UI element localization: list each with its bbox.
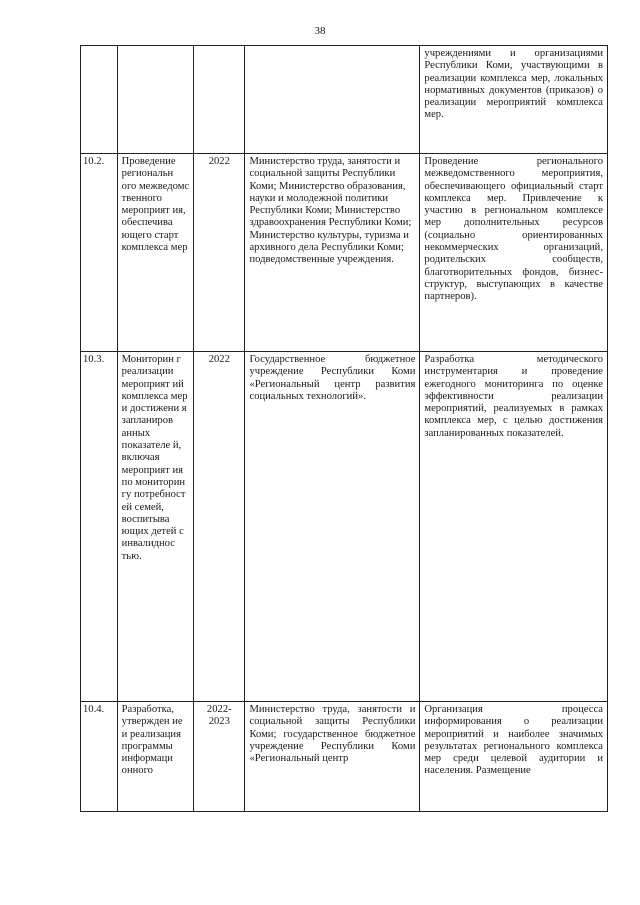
measure-name: Мониторин г реализации мероприят ий комплекса мер и достижени я запланиров анных показателе й, включая мероприят ия по мониторин гу потребност ей семей, воспитыва ющих детей с инвалиднос тью. <box>117 352 193 702</box>
measure-year <box>194 46 245 154</box>
row-number <box>81 46 118 154</box>
measure-year: 2022 <box>194 352 245 702</box>
measures-table <box>80 45 608 812</box>
measure-executors: Государственное бюджетное учреждение Республики Коми «Региональный центр развития социальных технологий». <box>245 352 420 702</box>
measure-executors: Министерство труда, занятости и социальной защиты Республики Коми; Министерство образования, науки и молодежной политики Республики Коми; Министерство здравоохранения Республики Коми; Министерство культуры, туризма и архивного дела Республики Коми; подведомственные учреждения. <box>245 154 420 352</box>
measure-executors: Министерство труда, занятости и социальной защиты Республики Коми; государственное бюджетное учреждение Республики Коми «Региональный центр <box>245 702 420 812</box>
measure-name: Разработка, утвержден ие и реализация программы информаци онного <box>117 702 193 812</box>
table-row <box>81 352 608 702</box>
measure-name: Проведение региональн ого межведомс твенного мероприят ия, обеспечива ющего старт комплекса мер <box>117 154 193 352</box>
measure-name <box>117 46 193 154</box>
measure-result: Разработка методического инструментария и проведение ежегодного мониторинга по оценке эффективности реализации мероприятий, реализуемых в рамках комплекса мер, с целью достижения запланированных показателей. <box>420 352 608 702</box>
measure-result: Проведение регионального межведомственного мероприятия, обеспечивающего официальный старт комплекса мер. Привлечение к участию в региональном комплексе мер дополнительных ресурсов (социально ориентированных некоммерческих организаций, родительских сообществ, благотворительных фондов, бизнес-структур, выступающих в качестве партнеров). <box>420 154 608 352</box>
table-row <box>81 46 608 154</box>
table-row <box>81 154 608 352</box>
measure-result: Организация процесса информирования о реализации мероприятий и наиболее значимых результатах регионального комплекса мер среди целевой аудитории и населения. Размещение <box>420 702 608 812</box>
row-number: 10.3. <box>81 352 118 702</box>
measure-year: 2022-2023 <box>194 702 245 812</box>
row-number: 10.4. <box>81 702 118 812</box>
page-number: 38 <box>314 25 326 37</box>
row-number: 10.2. <box>81 154 118 352</box>
table-row <box>81 702 608 812</box>
measure-result: учреждениями и организациями Республики Коми, участвующими в реализации комплекса мер, локальных нормативных документов (приказов) о реализации мероприятий комплекса мер. <box>420 46 608 154</box>
measure-executors <box>245 46 420 154</box>
measure-year: 2022 <box>194 154 245 352</box>
